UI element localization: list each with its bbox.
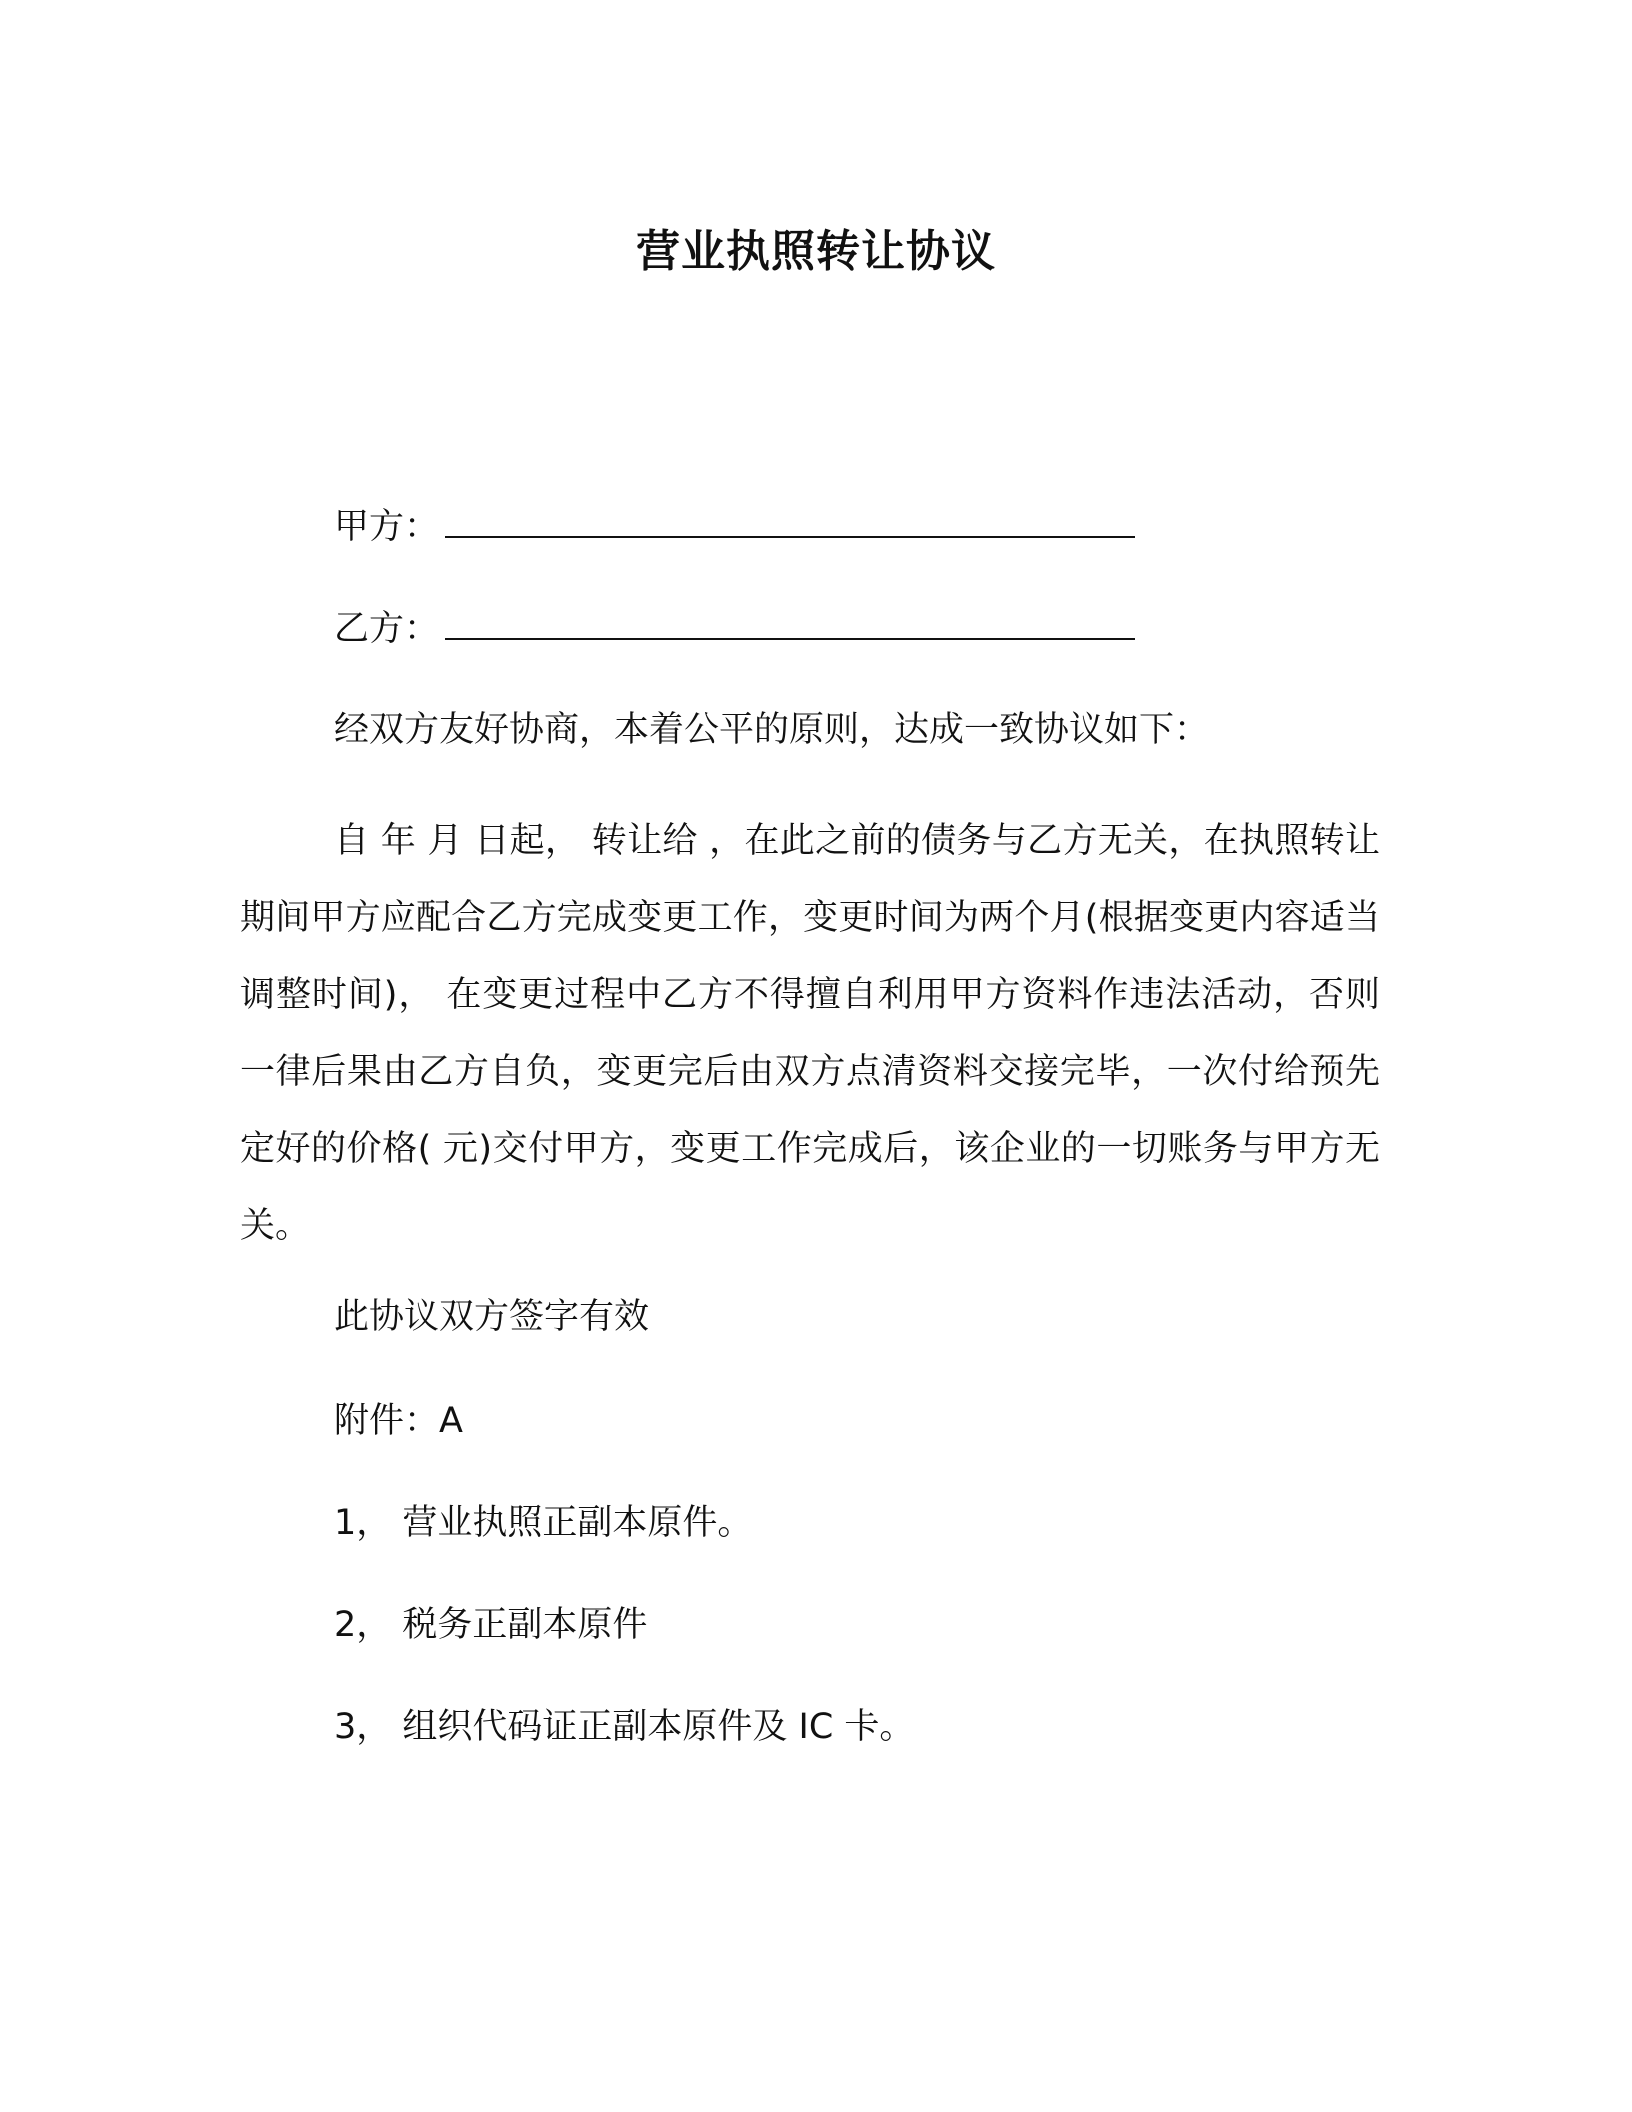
validity-text: 此协议双方签字有效 bbox=[334, 1297, 650, 1337]
intro-text: 经双方友好协商，本着公平的原则，达成一致协议如下： bbox=[334, 710, 1210, 750]
attachment-item: 3， 组织代码证正副本原件及 IC 卡。 bbox=[334, 1707, 915, 1747]
party-a-blank bbox=[445, 510, 1135, 538]
attachment-label: 附件：A bbox=[334, 1401, 463, 1441]
body-paragraph: 自 年 月 日起， 转让给 ，在此之前的债务与乙方无关，在执照转让期间甲方应配合乙方完成变更工作，变更时间为两个月(根据变更内容适当调整时间)， 在变更过程中乙方不得擅自利用甲方资料作违法活动，否则一律后果由乙方自负，变更完后由双方点清资料交接完毕，一次付给预先定好的价格( 元)交付甲方，变更工作完成后，该企业的一切账务与甲方无关。 bbox=[240, 821, 1380, 1246]
party-b-blank bbox=[445, 612, 1135, 640]
party-b-line bbox=[334, 604, 1135, 654]
attachment-item: 1， 营业执照正副本原件。 bbox=[334, 1503, 753, 1543]
attachment-item: 2， 税务正副本原件 bbox=[334, 1605, 648, 1645]
party-a-line bbox=[334, 502, 1135, 552]
party-b-label: 乙方： bbox=[334, 609, 440, 649]
document-title: 营业执照转让协议 bbox=[636, 226, 996, 277]
party-a-label: 甲方： bbox=[334, 507, 440, 547]
